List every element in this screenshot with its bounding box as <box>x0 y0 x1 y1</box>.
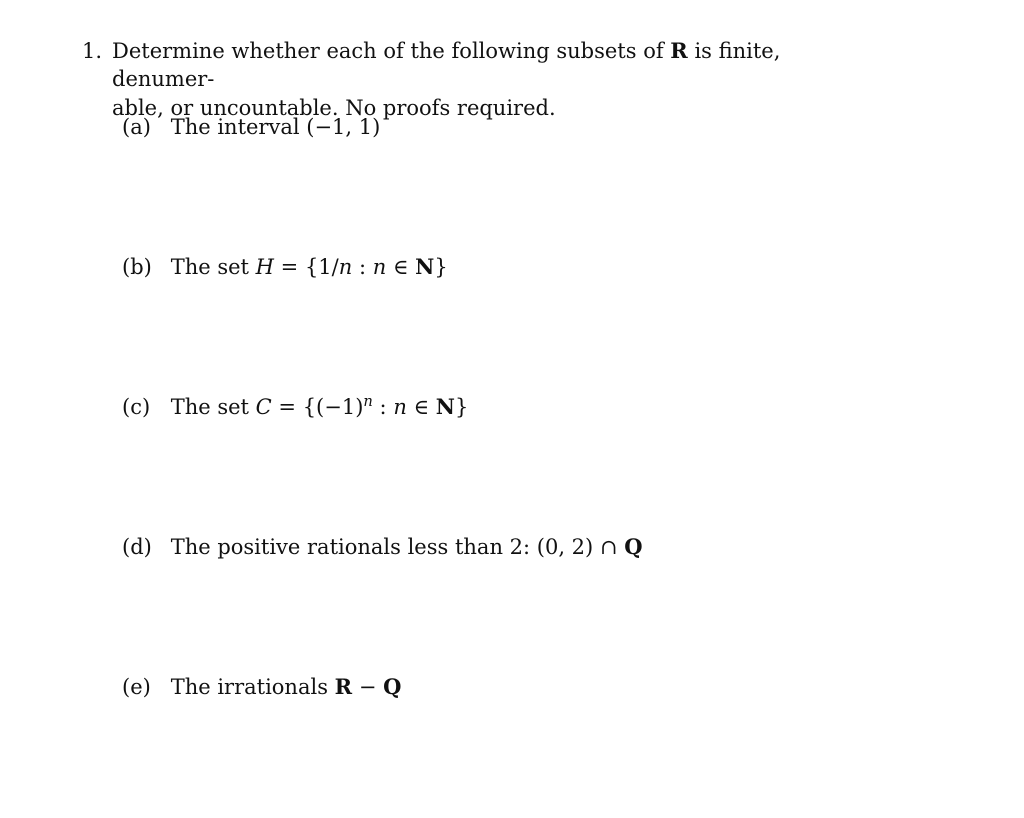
set-N: N <box>415 254 435 279</box>
part-text: The irrationals <box>170 675 328 699</box>
part-e <box>122 673 401 701</box>
var-n-2: n <box>372 255 387 279</box>
var-n: n <box>393 395 407 419</box>
math-minus: − <box>358 675 377 699</box>
set-Q: Q <box>383 674 402 699</box>
problem-text-a: Determine whether each of the following subsets of <box>112 39 664 63</box>
set-R: R <box>670 38 688 63</box>
part-d <box>122 533 643 561</box>
math-in: ∈ <box>386 255 416 279</box>
var-H: H <box>255 255 274 279</box>
var-n: n <box>338 255 353 279</box>
math-close: } <box>434 255 448 279</box>
var-C: C <box>255 395 272 419</box>
math-colon: : <box>352 255 373 279</box>
math-mid: = {1/ <box>280 255 339 279</box>
part-label: (a) <box>122 115 151 139</box>
math-in: ∈ <box>406 395 436 419</box>
math-close: } <box>454 395 469 419</box>
problem-statement <box>112 37 872 122</box>
problem-line-1 <box>112 37 872 94</box>
problem-number: 1. <box>82 39 103 63</box>
part-text: The set <box>170 255 249 279</box>
part-math: (0, 2) ∩ <box>536 535 618 559</box>
problem-1 <box>82 37 872 122</box>
part-b <box>122 253 448 281</box>
part-text: The interval <box>170 115 300 139</box>
part-math: (−1, 1) <box>306 115 381 139</box>
part-label: (b) <box>122 255 152 279</box>
exponent-n: n <box>363 393 373 410</box>
problem-text-b: is finite, denumer- <box>112 39 781 92</box>
part-a <box>122 113 380 141</box>
math-colon: : <box>372 395 394 419</box>
part-label: (e) <box>122 675 151 699</box>
part-text: The positive rationals less than 2: <box>170 535 531 559</box>
part-text: The set <box>170 395 249 419</box>
problem-line-2: able, or uncountable. No proofs required. <box>112 95 556 120</box>
set-Q: Q <box>624 534 643 559</box>
set-R: R <box>334 674 353 699</box>
part-label: (c) <box>122 395 151 419</box>
math-mid: = {(−1) <box>278 395 364 419</box>
part-c <box>122 393 468 421</box>
set-N: N <box>435 394 455 419</box>
part-label: (d) <box>122 535 152 559</box>
